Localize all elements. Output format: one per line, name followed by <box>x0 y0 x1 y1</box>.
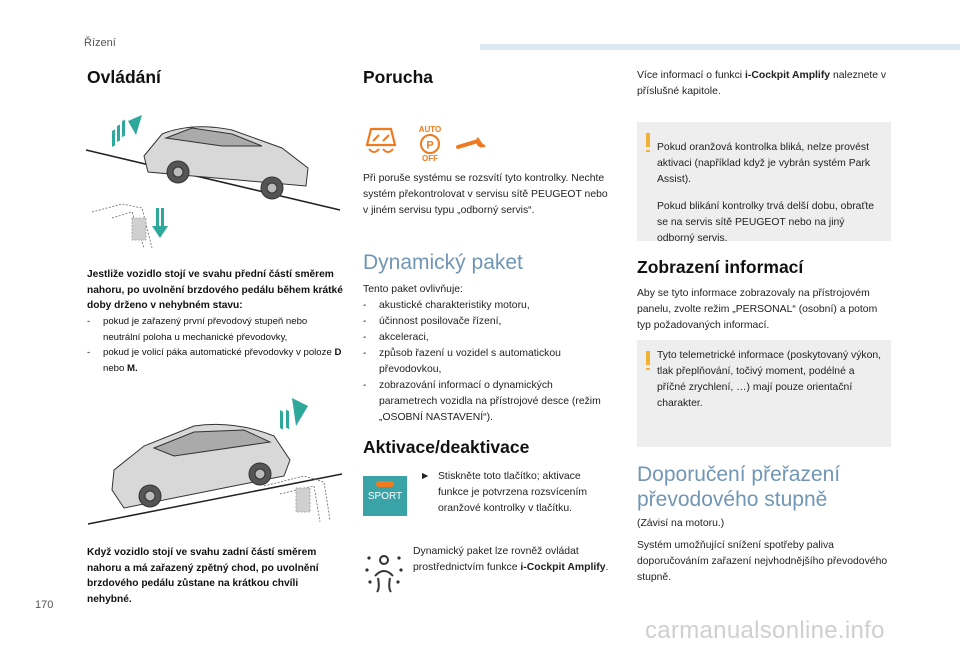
green-arrow-icon <box>280 398 308 430</box>
steering-warning-icon <box>365 125 397 159</box>
gear-text: Systém umožňující snížení spotřeby paliva doporučováním zařazení nejvhodnějšího převodového stupně. <box>637 540 888 583</box>
sport-led-icon <box>376 481 394 487</box>
svg-text:OFF: OFF <box>422 154 438 162</box>
list-item: - pokud je zařazený první převodový stupeň nebo neutrální poloha u mechanické převodovky, <box>87 316 308 343</box>
list-item: - způsob řazení u vozidel s automatickou převodovkou, <box>363 348 561 375</box>
title-activation: Aktivace/deaktivace <box>363 437 530 457</box>
title-gear-advice: Doporučení přeřazení převodového stupně <box>637 463 841 511</box>
dynamic-intro: Tento paket ovlivňuje: <box>363 284 463 295</box>
info-note-telemetry <box>637 340 891 447</box>
more-info-text: Více informací o funkci i-Cockpit Amplify naleznete v příslušné kapitole. <box>637 70 887 97</box>
title-display-info: Zobrazení informací <box>637 257 804 277</box>
teal-arrows-icon <box>152 208 168 238</box>
info-note-blinking <box>637 122 891 244</box>
car-icon <box>112 424 290 508</box>
info-marker-icon <box>646 133 650 147</box>
fault-text: Při poruše systému se rozsvítí tyto kontrolky. Nechte systém překontrolovat v servisu sítě PEUGEOT nebo v jiném servisu typu „odborný servis“. <box>363 173 608 216</box>
list-item: - zobrazování informací o dynamických parametrech vozidla na přístrojové desce (režim „OSOBNÍ NASTAVENÍ“). <box>363 380 601 423</box>
header-bar <box>480 44 960 50</box>
pedal-icon <box>92 204 152 248</box>
list-item: - akustické charakteristiky motoru, <box>363 300 530 311</box>
auto-p-off-icon <box>412 124 448 162</box>
note-paragraph: Pokud blikání kontrolky trvá delší dobu, obraťte se na servis sítě PEUGEOT nebo na jiný odborný servis. <box>657 200 875 244</box>
car-reverse-illustration <box>84 390 346 530</box>
note-paragraph: Pokud oranžová kontrolka bliká, nelze provést aktivaci (například když je vybrán systém Park Assist). <box>657 142 871 186</box>
note-paragraph: Tyto telemetrické informace (poskytovaný výkon, tlak přeplňování, točivý moment, podélné a příčné zrychlení, …) mají pouze orientační charakter. <box>657 350 882 409</box>
car-icon <box>144 127 308 199</box>
page-number: 170 <box>35 599 54 611</box>
i-cockpit-amplify-icon <box>365 552 403 594</box>
green-arrow-icon <box>112 115 142 147</box>
sport-button-label: SPORT <box>367 491 403 502</box>
car-uphill-illustration <box>82 108 344 250</box>
dynamic-control-text: Dynamický paket lze rovněž ovládat prostřednictvím funkce i-Cockpit Amplify. <box>413 546 609 573</box>
uphill-list <box>87 314 345 376</box>
title-fault: Porucha <box>363 67 434 87</box>
list-item: - účinnost posilovače řízení, <box>363 316 502 327</box>
title-dynamic-pack: Dynamický paket <box>363 251 523 274</box>
uphill-condition-text: Jestliže vozidlo stojí ve svahu přední částí směrem nahoru, po uvolnění brzdového pedálu během krátké doby drženo v nehybném stavu: <box>87 269 343 311</box>
wrench-icon <box>456 134 490 152</box>
svg-text:P: P <box>426 139 434 152</box>
activation-text: Stiskněte toto tlačítko; aktivace funkce je potvrzena rozsvícením oranžové kontrolky v tlačítku. <box>438 471 588 514</box>
arrow-bullet-icon: ► <box>420 471 431 482</box>
display-text: Aby se tyto informace zobrazovaly na přístrojovém panelu, zvolte režim „PERSONAL“ (osobní) a potom typ požadovaných informací. <box>637 288 878 331</box>
list-item: - akceleraci, <box>363 332 429 343</box>
section-label: Řízení <box>84 37 116 49</box>
watermark: carmanualsonline.info <box>645 617 885 644</box>
list-item: - pokud je volicí páka automatické převodovky v poloze D nebo M. <box>87 347 342 374</box>
info-marker-icon <box>646 351 650 365</box>
svg-text:AUTO: AUTO <box>418 125 442 134</box>
gear-subtitle: (Závisí na motoru.) <box>637 518 725 529</box>
dynamic-list <box>363 298 613 426</box>
sport-button[interactable] <box>363 476 407 516</box>
reverse-condition-text: Když vozidlo stojí ve svahu zadní částí směrem nahoru a má zařazený zpětný chod, po uvolnění brzdového pedálu zůstane na krátkou chvíli nehybné. <box>87 547 319 605</box>
title-controls: Ovládání <box>87 67 161 87</box>
